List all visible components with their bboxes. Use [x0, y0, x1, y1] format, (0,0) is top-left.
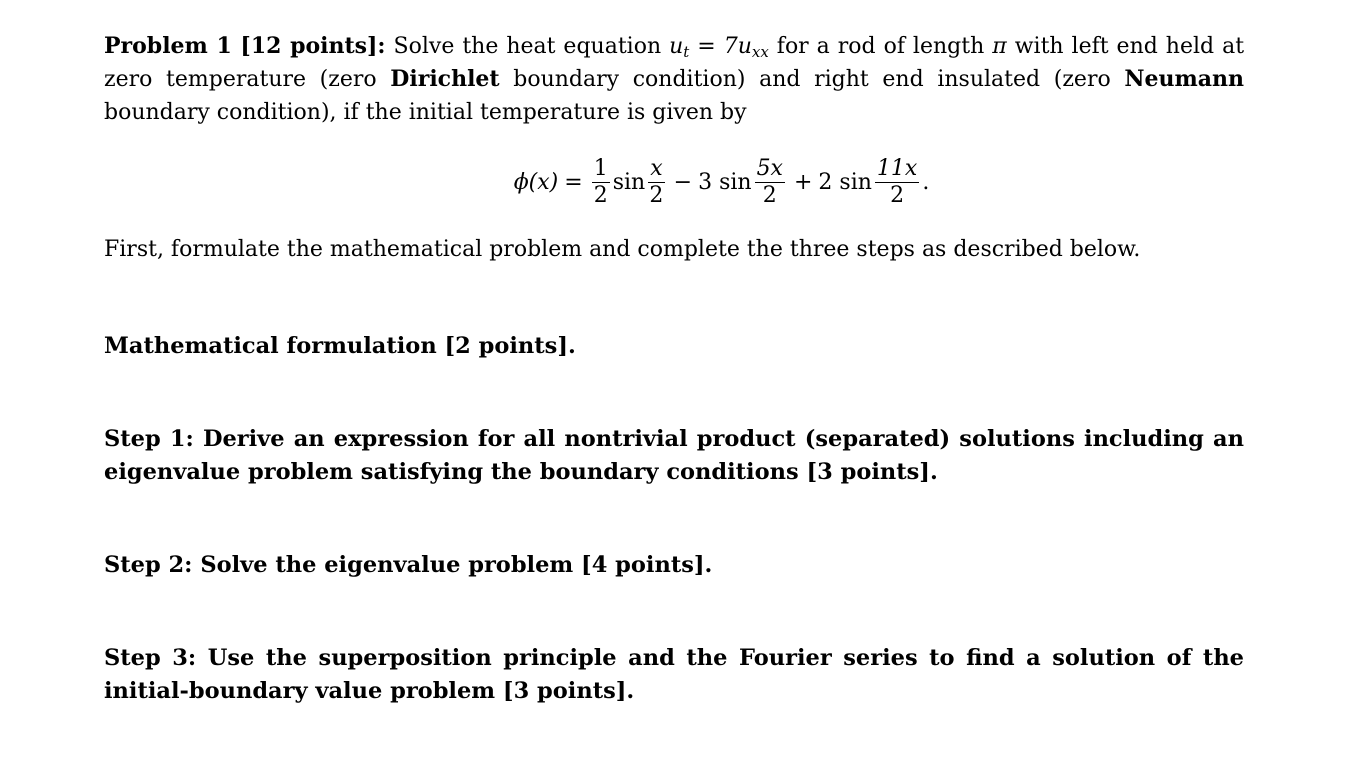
- initial-condition-equation: [104, 151, 1244, 213]
- eq-t1-arg-den: 2: [649, 182, 664, 208]
- eq-minus: −: [673, 169, 693, 195]
- intro-paragraph: First, formulate the mathematical problem and complete the three steps as described below.: [104, 237, 1141, 262]
- eq-sin-1: sin: [612, 169, 646, 195]
- eq-t2-arg-den: 2: [762, 182, 777, 208]
- eq-fraction-arg-3: [875, 156, 919, 209]
- problem-text-3: with left end held at zero temperature (zero: [104, 34, 1245, 92]
- problem-text-2: for a rod of length: [776, 34, 985, 59]
- eq-sin-3: sin: [839, 169, 872, 195]
- eq-t3-arg-den: 2: [890, 182, 905, 208]
- problem-text-5: boundary condition), if the initial temperature is given by: [104, 100, 747, 125]
- eq-period: .: [922, 169, 930, 195]
- neumann-term: Neumann: [1124, 66, 1244, 92]
- eq-plus: +: [793, 169, 813, 195]
- eq-t1-den: 2: [593, 182, 608, 208]
- heat-eq-rhs: 7u: [723, 34, 752, 59]
- eq-t3-coef: 2: [818, 169, 833, 195]
- eq-sin-2: sin: [719, 169, 752, 195]
- eq-t1-arg-num: x: [650, 155, 663, 181]
- heat-eq-rhs-subscript: xx: [751, 43, 769, 61]
- heat-eq-u-subscript: t: [683, 43, 690, 61]
- step-2-heading: Step 2: Solve the eigenvalue problem [4 points].: [104, 552, 713, 578]
- pi-symbol: π: [992, 34, 1007, 59]
- formulation-heading: Mathematical formulation [2 points].: [104, 333, 576, 359]
- step-1-heading: Step 1: Derive an expression for all nontrivial product (separated) solutions including an eigenvalue problem satisfying the boundary conditions [3 points].: [104, 426, 1244, 485]
- step-3-heading: Step 3: Use the superposition principle and the Fourier series to find a solution of the initial-boundary value problem [3 points].: [104, 645, 1244, 704]
- dirichlet-term: Dirichlet: [390, 66, 500, 92]
- heat-eq-u: u: [669, 34, 684, 59]
- document-page: [104, 30, 1244, 708]
- eq-lhs: ϕ(x): [513, 169, 559, 195]
- eq-t2-arg-num: 5x: [756, 155, 783, 181]
- problem-title: Problem 1 [12 points]:: [104, 33, 386, 59]
- heat-eq-equals: =: [697, 34, 716, 59]
- problem-text-4: boundary condition) and right end insulated (zero: [513, 67, 1111, 92]
- eq-fraction-half: [592, 156, 610, 209]
- eq-t1-num: 1: [593, 155, 608, 181]
- eq-equals: =: [564, 169, 583, 195]
- eq-t2-coef: 3: [698, 169, 713, 195]
- eq-fraction-arg-1: [648, 156, 664, 209]
- eq-fraction-arg-2: [755, 156, 785, 209]
- problem-statement: [104, 30, 1244, 129]
- eq-t3-arg-num: 11x: [876, 155, 918, 181]
- problem-text-1: Solve the heat equation: [393, 34, 662, 59]
